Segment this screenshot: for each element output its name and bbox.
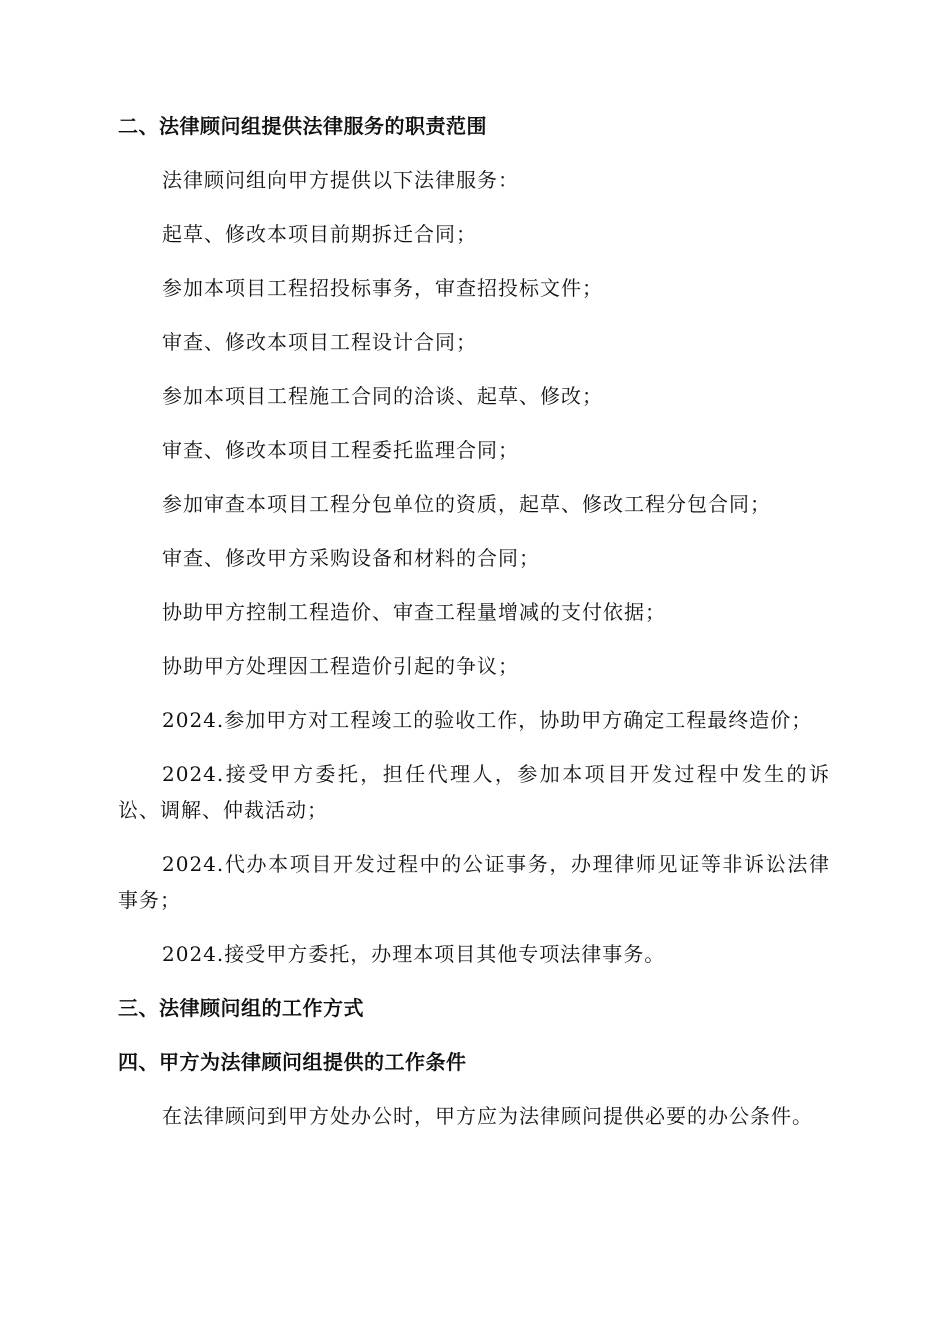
- list-item: 2024.代办本项目开发过程中的公证事务，办理律师见证等非诉讼法律事务；: [118, 852, 830, 912]
- list-item: 参加本项目工程招投标事务，审查招投标文件；: [162, 276, 603, 300]
- section-heading-2: 二、法律顾问组提供法律服务的职责范围: [118, 114, 487, 138]
- list-item: 协助甲方处理因工程造价引起的争议；: [162, 654, 519, 678]
- list-item: 协助甲方控制工程造价、审查工程量增减的支付依据；: [162, 600, 666, 624]
- document-page: [118, 108, 830, 1134]
- list-item: 参加本项目工程施工合同的洽谈、起草、修改；: [162, 384, 603, 408]
- list-item: 起草、修改本项目前期拆迁合同；: [162, 222, 477, 246]
- list-item: 参加审查本项目工程分包单位的资质，起草、修改工程分包合同；: [162, 492, 771, 516]
- list-item: 审查、修改本项目工程设计合同；: [162, 330, 477, 354]
- list-item: 2024.参加甲方对工程竣工的验收工作，协助甲方确定工程最终造价；: [162, 708, 813, 732]
- section-intro: 法律顾问组向甲方提供以下法律服务：: [162, 168, 519, 192]
- list-item: 审查、修改本项目工程委托监理合同；: [162, 438, 519, 462]
- list-item: 审查、修改甲方采购设备和材料的合同；: [162, 546, 540, 570]
- section-heading-3: 三、法律顾问组的工作方式: [118, 996, 364, 1020]
- section-body: 在法律顾问到甲方处办公时，甲方应为法律顾问提供必要的办公条件。: [162, 1104, 813, 1128]
- list-item: 2024.接受甲方委托，办理本项目其他专项法律事务。: [162, 942, 666, 966]
- section-heading-4: 四、甲方为法律顾问组提供的工作条件: [118, 1050, 467, 1074]
- list-item: 2024.接受甲方委托，担任代理人，参加本项目开发过程中发生的诉讼、调解、仲裁活动；: [118, 762, 830, 822]
